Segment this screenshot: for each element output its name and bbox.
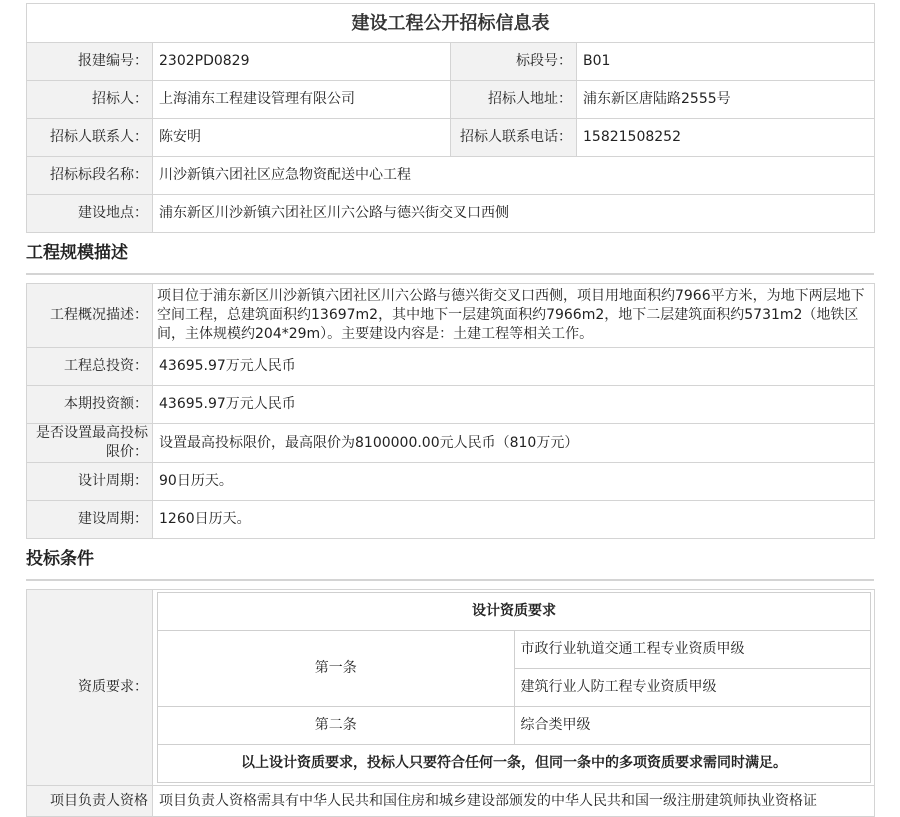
- phone-label: 招标人联系电话：: [451, 119, 577, 157]
- total-invest-label: 工程总投资：: [27, 348, 153, 386]
- contact-label: 招标人联系人：: [27, 119, 153, 157]
- article2-label: 第二条: [158, 707, 515, 745]
- tenderer-label: 招标人：: [27, 81, 153, 119]
- article1-label: 第一条: [158, 631, 515, 707]
- build-period-label: 建设周期：: [27, 501, 153, 539]
- max-price-label-line1: 是否设置最高投标: [36, 425, 148, 441]
- location-label: 建设地点：: [27, 195, 153, 233]
- page-title: 建设工程公开招标信息表: [27, 4, 875, 43]
- report-no-label: 报建编号：: [27, 43, 153, 81]
- tenderer-value: 上海浦东工程建设管理有限公司: [153, 81, 451, 119]
- info-table: [26, 3, 875, 233]
- article1-item-1: 市政行业轨道交通工程专业资质甲级: [514, 631, 871, 669]
- section-no-value: B01: [577, 43, 875, 81]
- design-period-label: 设计周期：: [27, 463, 153, 501]
- pm-label: 项目负责人资格: [27, 786, 153, 817]
- phone-value: 15821508252: [577, 119, 875, 157]
- design-qual-title: 设计资质要求: [158, 593, 871, 631]
- phase-invest-label: 本期投资额：: [27, 386, 153, 424]
- location-value: 浦东新区川沙新镇六团社区川六公路与德兴街交叉口西侧: [153, 195, 875, 233]
- total-invest-value: 43695.97万元人民币: [153, 348, 875, 386]
- article2-item: 综合类甲级: [514, 707, 871, 745]
- design-period-value: 90日历天。: [153, 463, 875, 501]
- conditions-table: [26, 589, 875, 817]
- phase-invest-value: 43695.97万元人民币: [153, 386, 875, 424]
- section-name-label: 招标标段名称：: [27, 157, 153, 195]
- scale-heading: 工程规模描述: [26, 233, 874, 275]
- scale-table: [26, 283, 875, 539]
- max-price-value: 设置最高投标限价，最高限价为8100000.00元人民币（810万元）: [153, 424, 875, 463]
- page: [26, 3, 874, 817]
- qual-label: 资质要求：: [27, 590, 153, 786]
- tenderer-addr-value: 浦东新区唐陆路2555号: [577, 81, 875, 119]
- design-qual-table: [157, 592, 871, 783]
- overview-label: 工程概况描述：: [27, 284, 153, 348]
- section-name-value: 川沙新镇六团社区应急物资配送中心工程: [153, 157, 875, 195]
- qual-footnote: 以上设计资质要求，投标人只要符合任何一条，但同一条中的多项资质要求需同时满足。: [158, 745, 871, 783]
- contact-value: 陈安明: [153, 119, 451, 157]
- section-no-label: 标段号：: [451, 43, 577, 81]
- build-period-value: 1260日历天。: [153, 501, 875, 539]
- max-price-label: [27, 424, 153, 463]
- max-price-label-line2: 限价：: [106, 444, 148, 460]
- article1-item-2: 建筑行业人防工程专业资质甲级: [514, 669, 871, 707]
- pm-value: 项目负责人资格需具有中华人民共和国住房和城乡建设部颁发的中华人民共和国一级注册建筑师执业资格证: [153, 786, 875, 817]
- overview-value: 项目位于浦东新区川沙新镇六团社区川六公路与德兴街交叉口西侧，项目用地面积约7966平方米，为地下两层地下空间工程，总建筑面积约13697m2，其中地下一层建筑面积约7966m2，地下二层建筑面积约5731m2（地铁区间，主体规模约204*29m）。主要建设内容是：土建工程等相关工作。: [153, 284, 875, 348]
- report-no-value: 2302PD0829: [153, 43, 451, 81]
- conditions-heading: 投标条件: [26, 539, 874, 581]
- tenderer-addr-label: 招标人地址：: [451, 81, 577, 119]
